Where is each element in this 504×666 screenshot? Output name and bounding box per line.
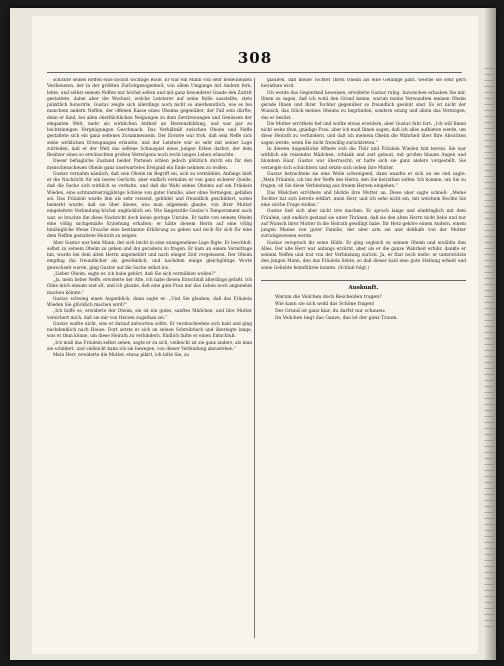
paragraph: Das Mädchen erröthete und blickte ihre Mutter an. Diese aber sagte schnell: „Meine Tochter hat sich bereits erklärt, mein Herr, und ich sehe nicht ein, mit welchem Rechte Sie eine solche Frage stellen.“ — [261, 190, 466, 208]
poem-title: Auskunft. — [348, 284, 379, 291]
paragraph: Mein Herr, erwiderte die Mutter, etwas pikirt, ich bitte Sie, zu — [53, 353, 189, 358]
page-number: 308 — [237, 49, 273, 67]
column-rule — [254, 78, 255, 638]
right-column — [261, 78, 466, 638]
paragraph: „Ich muß das Fräulein selbst sehen, sagte er zu sich, vielleicht ist sie ganz anders, als man sie schildert, und vielleicht kann ich sie bewegen, von dieser Verbindung abzustehen.“ — [47, 340, 252, 352]
paragraph: Gustav schwieg einen Augenblick, dann sagte er: „Und Sie glauben, daß das Fräulein Wieden Sie glücklich machen wird?“ — [47, 296, 252, 308]
paragraph: Gustav wußte nicht, was er darauf antworten sollte. Er verabschiedete sich bald und ging nachdenklich nach Hause. Dort setzte er sich an seinen Schreibtisch und überlegte lange, was er thun könne, um diese Heirath zu verhindern. Endlich faßte er einen Entschluß. — [47, 321, 252, 340]
left-column — [47, 78, 252, 638]
paragraph: „Lieber Oheim, sagte er, ich habe gehört, daß Sie sich vermählen wollen?“ — [53, 271, 216, 277]
facing-page-edge — [484, 68, 494, 628]
paragraph: Aber Gustav war kein Mann, der sich leicht in eine unangenehme Lage fügte. Er beschloß, selbst zu seinem Oheim zu gehen und ihn geradezu zu fragen. Er kam an einem Vormittage hin, wurde bei dem alten Herrn angemeldet und nach einiger Zeit vorgelassen. Der Oheim empfing ihn freundlicher als gewöhnlich, und nachdem einige gleichgültige Worte gewechselt waren, ging Gustav auf die Sache selbst los. — [47, 240, 252, 271]
paragraph: Gustav ließ sich aber nicht irre machen. Er sprach lange und eindringlich mit dem Fräulein, und endlich gestand sie unter Thränen, daß sie den alten Herrn nicht liebe und nur auf Wunsch ihrer Mutter in die Heirath gewilligt habe. Ihr Herz gehöre einem Andern, einem jungen Manne von guter Familie, der aber arm sei und deßhalb von der Mutter zurückgewiesen werde. — [261, 209, 466, 240]
poem-line: Wie kann sie sich wohl das Schöne fragen! — [275, 302, 375, 307]
paragraph: Dieser behagliche Zustand beider Parteien schien jedoch plötzlich durch ein für den menschenscheuen Oheim ganz unerwartetes Ereigniß ein Ende nehmen zu wollen. — [47, 159, 252, 171]
paragraph: schickte seines Reffen eine höchst wichtige Rolle. Er war ein Mann von sehr bedeutenden Verdiensten, der in der größten Zurückgezogenheit, von allem Umgange mit Andern fern, lebte, und selbst seinem Neffen nur höchst selten und mit ganz besonderer Gnade den Zutritt gestattete, dabei aber die Wechsel, welche Letzterer auf seine Rolle ausstellte, stets pünktlich honorirte. Gustav zeigte sich allerdings auch nicht so unerkenntlich, wie es bei manchem andern Neffen, der offenen Kasse eines Oheims gegenüber, der Fall sein dürfte; denn er fand, bei allen oberflächlichen Neigungen zu dem Zerstreuungen und Genüssen der eleganten Welt, mehr als wirklichen Antheil an Herzensbildung, und war gar zu leichtsinnigen Vergnügungen Geschmack. Das Verhältniß zwischen Oheim und Neffe gestaltete sich ein ganz seltenes Zusammensein. Der Erstere war froh, daß sein Neffe sich seine wirklichen Erzeugungen erlaubte, und der Letztere war so sehr mit seiner Lage zufrieden, daß er der Welt das seltene Schauspiel eines jungen Erben darbot, der dem Besitzer eines so erwünschten großen Vermögens noch recht langes Leben wünschte. — [47, 78, 252, 158]
paragraph: Gustav versprach ihr seine Hülfe. Er ging sogleich zu seinem Oheim und erzählte ihm Alles. Der alte Herr war anfangs erzürnt, aber als er die ganze Wahrheit erfuhr, dankte er seinem Neffen und trat von der Verbindung zurück. Ja, er that noch mehr: er unterstützte den jungen Mann, den das Fräulein liebte, so daß dieser bald eine gute Stellung erhielt und seine Geliebte heimführen konnte. (Schluß folgt.) — [261, 240, 466, 271]
header-rule — [47, 72, 462, 73]
paragraph: Gustav vernahm nämlich, daß sein Oheim im Begriff sei, sich zu vermählen. Anfangs hielt er die Nachricht für ein leeres Gerücht; aber endlich vernahm er von ganz sicherer Quelle, daß die Sache sich wirklich so verhalte, und daß die Wahl seines Oheims auf ein Fräulein Wieden, eine achtundvierzigjährige Schöne von guter Familie, aber ohne Vermögen, gefallen sei. Das Fräulein wurde ihm als sehr reizend, gebildet und freundlich geschildert, wobei bemerkt wurde, daß sie über dieses, was man allgemein glaube, von ihrer Mutter eingeleitete Verbindung höchst unglücklich sei. Wie längststille Gustav's Temperament auch war, so brachte ihn diese Nachricht doch keine geringe Unruhe. Er hatte von seinem Oheim eine völlig sachgemäße Erziehung erhalten; er hätte diesem Herrn auf eine völlig hinlängliche Weise Ursache eine bestimmte Erklärung zu geben und doch für sich für eine dem Neffen gestattete Heirath zu zeigen. — [47, 171, 252, 240]
poem-line: Der Grund ist ganz klar, du darfst nur schauen: — [275, 309, 386, 314]
paragraph: „Ich hoffe es, erwiderte der Oheim, sie ist ein gutes, sanftes Mädchen, und ihre Mutter versichert mich, daß sie mir von Herzen zugethan sei.“ — [47, 309, 252, 321]
paragraph: Die Mutter erröthete tief und wollte etwas erwidern, aber Gustav fuhr fort: „Ich will Ihnen nicht wehe thun, gnädige Frau, aber ich muß Ihnen sagen, daß ich alles aufbieten werde, um diese Heirath zu verhindern, und daß ich meinem Oheim die Wahrheit über Ihre Absichten sagen werde, wenn Sie nicht freiwillig zurücktreten.“ — [261, 121, 466, 146]
page-paper — [32, 16, 478, 654]
scanned-book-page — [10, 8, 496, 660]
poem-rule — [261, 280, 466, 281]
paragraph: glauben, daß meine Tochter Ihren Oheim als eine Gefällige paßt, welche sie sehr gern heirathen wird. — [261, 78, 466, 90]
poem-line: Warum die Veilchen doch Bescheiden tragen? — [275, 295, 382, 300]
paragraph: Ich werde das Gegentheil beweisen, erwiderte Gustav ruhig. Inzwischen erlauben Sie mir, Ihnen zu sagen, daß ich wohl den Grund kenne, warum meine Verwandten meinen Oheim gerade Ihnen und Ihrer Tochter gegenüber so freundlich gesinnt sind. Es ist nicht der Wunsch, das Glück meines Oheims zu begründen, sondern einzig und allein das Vermögen, das er besitzt. — [261, 90, 466, 121]
paragraph: „Ja, mein lieber Neffe, erwiderte der Alte, ich habe diesen Entschluß allerdings gefaßt. Ich fühle mich einsam und alt, und ich glaube, daß eine gute Frau mir das Leben noch angenehm machen könnte.“ — [47, 278, 252, 296]
poem-line: Im Veilchen liegt das Ganze, das ist der ganz Traum. — [275, 316, 398, 321]
paragraph: In diesem Augenblicke öffnete sich die Thür und Fräulein Wieden trat herein. Sie war wirklich ein reizendes Mädchen, schlank und zart gebaut, mit großen blauen Augen und blondem Haar. Gustav war überrascht; er hatte sich sie ganz anders vorgestellt. Sie verneigte sich schüchtern und setzte sich neben ihre Mutter. — [261, 146, 466, 171]
paragraph: Gustav betrachtete sie eine Weile schweigend, dann wandte er sich an sie und sagte: „Mein Fräulein, ich bin der Neffe des Herrn, den Sie heirathen sollen. Ich komme, um Sie zu fragen, ob Sie diese Verbindung aus freiem Herzen eingehen.“ — [261, 171, 466, 190]
